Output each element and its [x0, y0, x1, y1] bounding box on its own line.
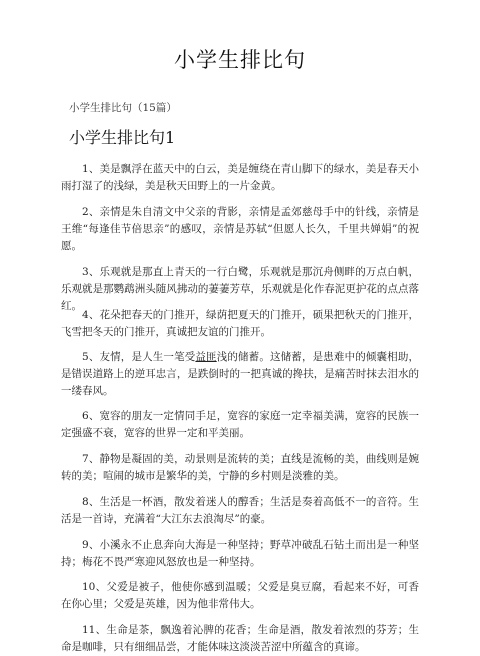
paragraph-4: 4、花朵把春天的门推开，绿荫把夏天的门推开，硕果把秋天的门推开，飞雪把冬天的门推开，真诚把友谊的门推开。 — [61, 309, 419, 338]
paragraph-5-text-start: 5、友情，是人生一笔受 — [82, 351, 196, 363]
paragraph-8: 8、生活是一杯酒，散发着迷人的醇香；生活是奏着高低不一的音符。生活是一首诗，充满着“大江东去浪淘尽”的豪。 — [61, 496, 419, 525]
paragraph-11: 11、生命是茶，飘逸着沁脾的花香；生命是酒，散发着浓烈的芬芳；生命是咖啡，只有细细品尝，才能体味这淡淡苦涩中所蕴含的真谛。 — [61, 624, 419, 653]
paragraph-7: 7、静物是凝固的美，动景则是流转的美；直线是流畅的美，曲线则是婉转的美；喧闹的城市是繁华的美，宁静的乡村则是淡雅的美。 — [61, 453, 419, 482]
document-title: 小学生排比句 — [174, 48, 306, 72]
document-subtitle: 小学生排比句（15篇） — [69, 102, 177, 114]
underlined-word: 益匪 — [195, 351, 217, 363]
paragraph-2: 2、亲情是朱自清文中父亲的背影，亲情是孟郊慈母手中的针线，亲情是王维“每逢佳节倍思亲”的感叹，亲情是苏轼“但愿人长久，千里共婵娟”的祝愿。 — [61, 206, 419, 252]
paragraph-5-text-end: 浅的储蓄。这储蓄，是患难中的倾囊相助，是错误道路上的逆耳忠言，是跌倒时的一把真诚的搀扶，是痛苦时抹去泪水的一缕春风。 — [61, 351, 419, 397]
paragraph-6: 6、宽容的朋友一定情同手足，宽容的家庭一定幸福美满，宽容的民族一定强盛不衰，宽容的世界一定和平美丽。 — [61, 410, 419, 439]
paragraph-10: 10、父爱是被子，他使你感到温暖；父爱是臭豆腐，看起来不好，可香在你心里；父爱是英雄，因为他非常伟大。 — [61, 581, 419, 610]
paragraph-3: 3、乐观就是那直上青天的一行白鹭，乐观就是那沉舟侧畔的万点白帆，乐观就是那鹦鹉洲头随风拂动的萋萋芳草，乐观就是化作春泥更护花的点点落红。 — [61, 266, 419, 312]
section-heading: 小学生排比句1 — [69, 128, 176, 147]
paragraph-5 — [61, 349, 419, 400]
paragraph-9: 9、小溪永不止息奔向大海是一种坚持；野草冲破乱石钻土而出是一种坚持；梅花不畏严寒迎风怒放也是一种坚持。 — [61, 539, 419, 568]
paragraph-1: 1、美是飘浮在蓝天中的白云，美是缠绕在青山脚下的绿水，美是春天小雨打湿了的浅绿，美是秋天田野上的一片金黄。 — [61, 163, 419, 192]
